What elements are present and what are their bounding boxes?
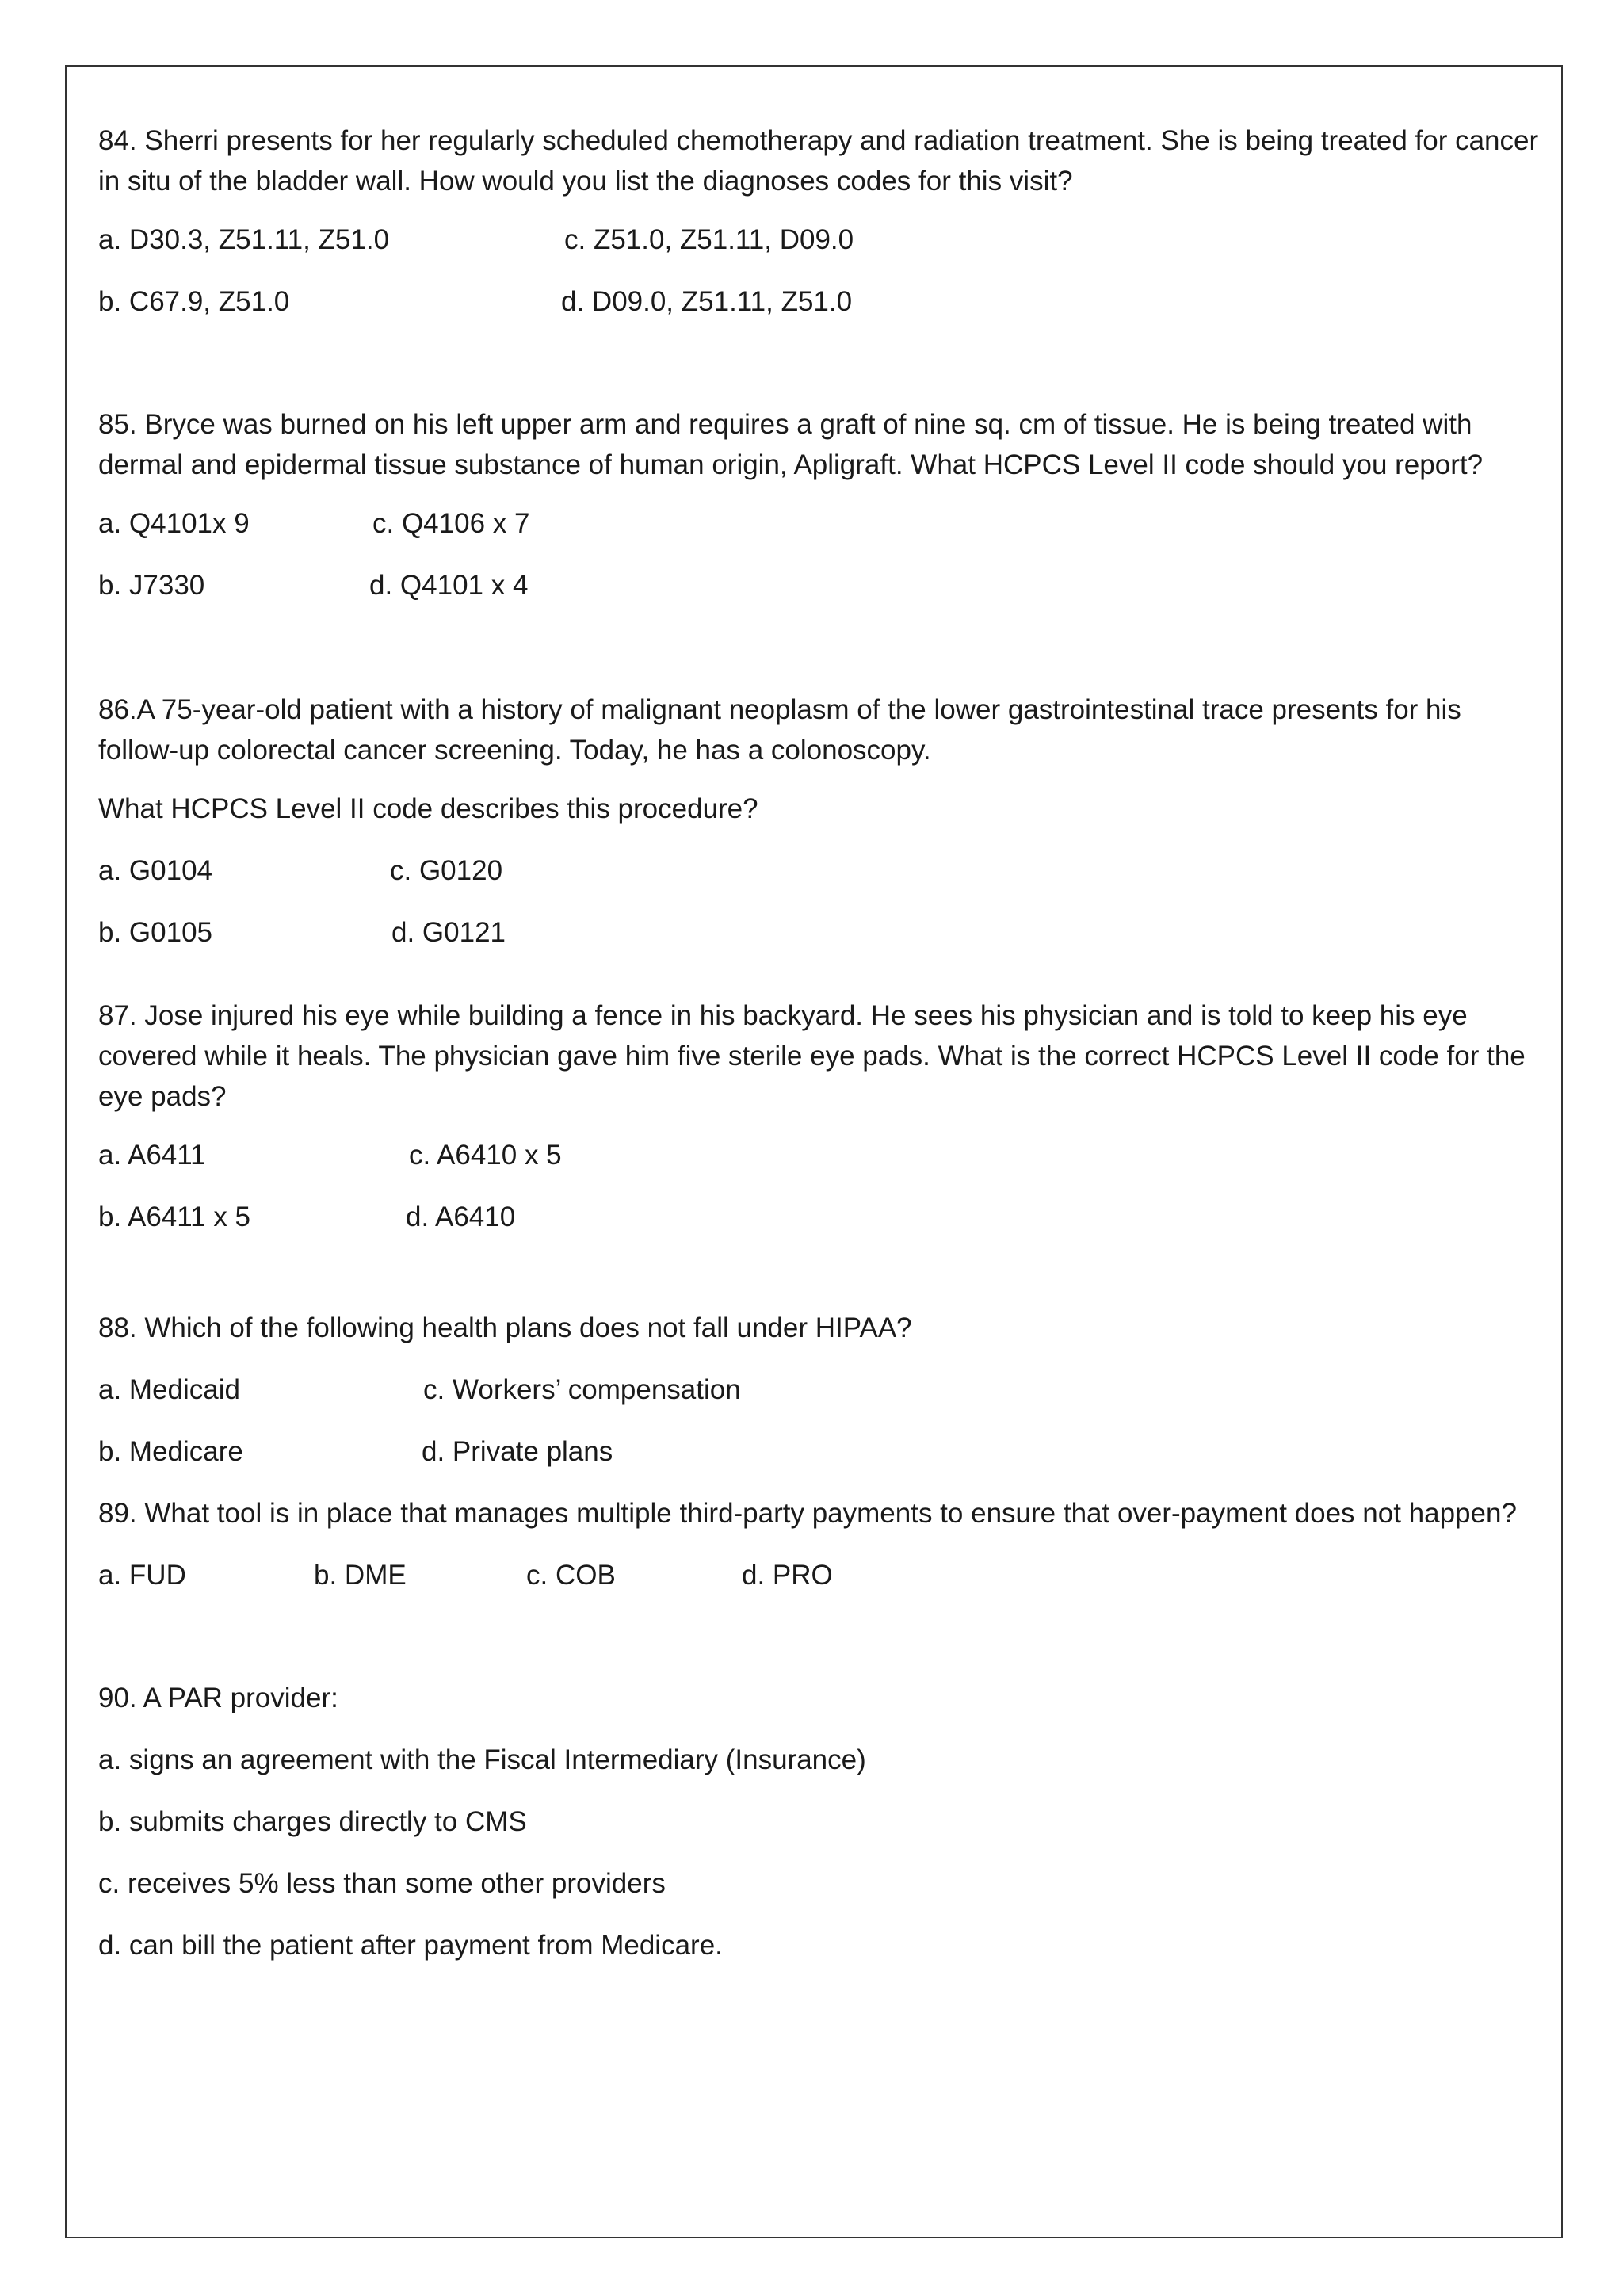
- question-85-options-row-2: [98, 566, 1549, 606]
- question-85: [98, 404, 1549, 606]
- question-87-options-row-1: [98, 1136, 1549, 1175]
- question-90: [98, 1679, 1549, 1966]
- question-85-option-a: a. Q4101x 9: [98, 508, 250, 539]
- question-85-option-d: d. Q4101 x 4: [369, 570, 529, 601]
- question-84-option-b: b. C67.9, Z51.0: [98, 286, 290, 317]
- question-85-option-c: c. Q4106 x 7: [372, 508, 530, 539]
- question-90-option-d: d. can bill the patient after payment from Medicare.: [98, 1930, 723, 1961]
- question-84-stem: 84. Sherri presents for her regularly scheduled chemotherapy and radiation treatment. She is being treated for cancer in situ of the bladder wall. How would you list the diagnoses codes for this visit?: [98, 125, 1539, 197]
- question-86-option-b: b. G0105: [98, 917, 212, 948]
- question-90-option-a: a. signs an agreement with the Fiscal Intermediary (Insurance): [98, 1744, 866, 1775]
- question-84-option-a: a. D30.3, Z51.11, Z51.0: [98, 224, 390, 255]
- question-86-stem: 86.A 75-year-old patient with a history of malignant neoplasm of the lower gastrointestinal trace presents for his follow-up colorectal cancer screening. Today, he has a colonoscopy.: [98, 694, 1461, 766]
- question-90-option-b: b. submits charges directly to CMS: [98, 1806, 527, 1837]
- question-88-option-b: b. Medicare: [98, 1436, 243, 1467]
- question-84-options-row-1: [98, 220, 1549, 260]
- question-90-stem: 90. A PAR provider:: [98, 1683, 338, 1713]
- question-84-option-d: d. D09.0, Z51.11, Z51.0: [561, 286, 853, 317]
- question-88-options-row-2: [98, 1432, 1549, 1472]
- question-86-option-a: a. G0104: [98, 855, 212, 886]
- question-84-option-c: c. Z51.0, Z51.11, D09.0: [564, 224, 854, 255]
- question-85-stem: 85. Bryce was burned on his left upper arm and requires a graft of nine sq. cm of tissue. He is being treated with dermal and epidermal tissue substance of human origin, Apligraft. What HCPCS Level II code should you report?: [98, 409, 1484, 480]
- question-89-option-c: c. COB: [526, 1560, 616, 1591]
- question-86-options-row-2: [98, 913, 1549, 953]
- question-87-option-a: a. A6411: [98, 1140, 206, 1171]
- question-86: [98, 690, 1549, 953]
- question-88: [98, 1308, 1549, 1472]
- question-89-options-row: [98, 1556, 1549, 1595]
- question-87-options-row-2: [98, 1198, 1549, 1237]
- question-87-option-b: b. A6411 x 5: [98, 1201, 251, 1232]
- question-85-option-b: b. J7330: [98, 570, 205, 601]
- question-89-option-d: d. PRO: [742, 1560, 833, 1591]
- question-87-stem: 87. Jose injured his eye while building a fence in his backyard. He sees his physician and is told to keep his eye covered while it heals. The physician gave him five sterile eye pads. What is the correct HCPCS Level II code for the eye pads?: [98, 1000, 1526, 1112]
- question-87-option-c: c. A6410 x 5: [409, 1140, 562, 1171]
- question-89-stem: 89. What tool is in place that manages multiple third-party payments to ensure that over-payment does not happen?: [98, 1498, 1517, 1529]
- question-86-option-c: c. G0120: [390, 855, 503, 886]
- question-88-stem: 88. Which of the following health plans does not fall under HIPAA?: [98, 1312, 912, 1343]
- question-86-option-d: d. G0121: [391, 917, 506, 948]
- question-85-options-row-1: [98, 504, 1549, 544]
- question-89-option-a: a. FUD: [98, 1560, 186, 1591]
- question-89-option-b: b. DME: [314, 1560, 407, 1591]
- question-88-option-c: c. Workers’ compensation: [423, 1374, 741, 1405]
- question-88-options-row-1: [98, 1370, 1549, 1410]
- question-84-options-row-2: [98, 282, 1549, 322]
- question-84: [98, 120, 1549, 322]
- question-87-option-d: d. A6410: [406, 1201, 516, 1232]
- question-86-options-row-1: [98, 851, 1549, 891]
- question-88-option-d: d. Private plans: [422, 1436, 613, 1467]
- question-86-prompt: What HCPCS Level II code describes this procedure?: [98, 793, 758, 824]
- question-88-option-a: a. Medicaid: [98, 1374, 240, 1405]
- question-87: [98, 995, 1549, 1237]
- question-89: [98, 1494, 1549, 1595]
- question-90-option-c: c. receives 5% less than some other providers: [98, 1868, 666, 1899]
